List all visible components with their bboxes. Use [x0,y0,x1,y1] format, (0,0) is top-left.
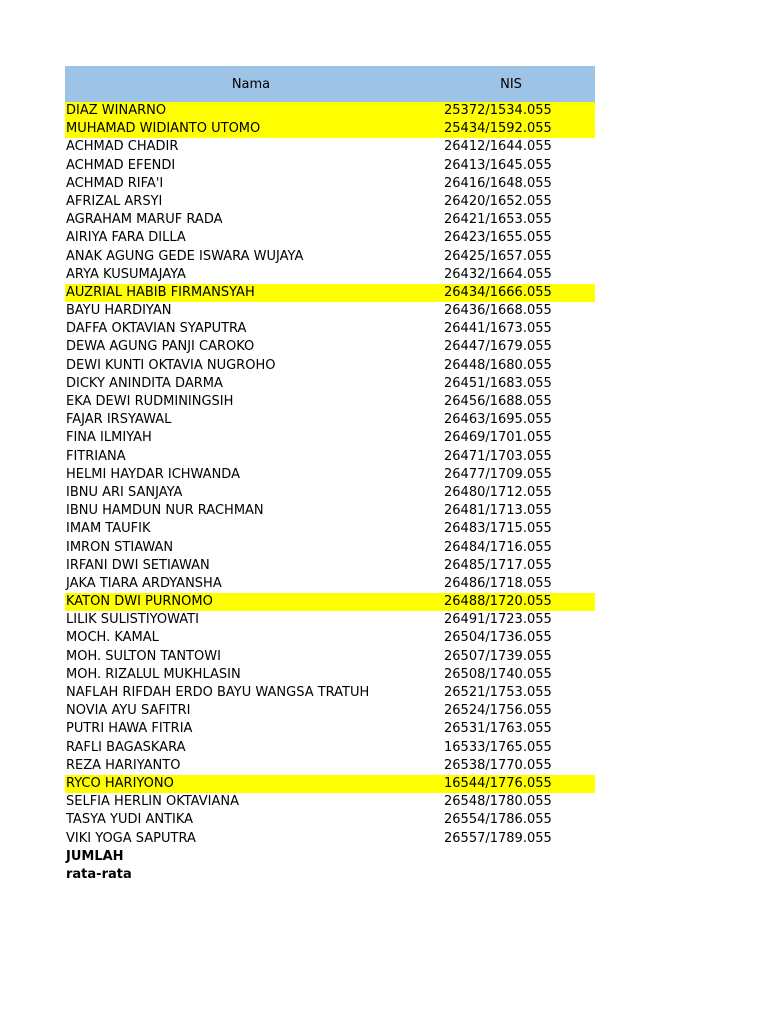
student-name-cell[interactable]: PUTRI HAWA FITRIA [66,721,193,737]
student-nis-cell[interactable]: 26463/1695.055 [444,412,552,428]
student-name-cell[interactable]: ANAK AGUNG GEDE ISWARA WUJAYA [66,248,304,264]
student-name-cell[interactable]: IMAM TAUFIK [66,521,151,537]
student-name-cell[interactable]: RYCO HARIYONO [66,775,174,791]
student-nis-cell[interactable]: 16533/1765.055 [444,739,552,755]
table-row[interactable] [65,502,595,520]
table-row[interactable] [65,175,595,193]
student-nis-cell[interactable]: 26421/1653.055 [444,212,552,228]
table-row[interactable] [65,393,595,411]
student-nis-cell[interactable]: 26507/1739.055 [444,648,552,664]
table-row[interactable] [65,666,595,684]
table-row[interactable] [65,557,595,575]
student-name-cell[interactable]: AGRAHAM MARUF RADA [66,212,223,228]
student-nis-cell[interactable]: 26477/1709.055 [444,466,552,482]
table-row[interactable] [65,629,595,647]
student-nis-cell[interactable]: 26425/1657.055 [444,248,552,264]
student-nis-cell[interactable]: 26448/1680.055 [444,357,552,373]
student-name-cell[interactable]: EKA DEWI RUDMININGSIH [66,394,234,409]
student-name-cell[interactable]: VIKI YOGA SAPUTRA [66,830,196,846]
header-name: Nama [231,76,271,92]
student-nis-cell[interactable]: 26447/1679.055 [444,339,552,355]
student-nis-cell[interactable]: 26484/1716.055 [444,539,552,555]
table-row[interactable] [65,702,595,720]
table-row[interactable] [65,357,595,375]
table-row[interactable] [65,466,595,484]
student-nis-cell[interactable]: 26504/1736.055 [444,630,552,646]
table-row[interactable] [65,302,595,320]
table-row[interactable] [65,830,595,848]
student-nis-cell[interactable]: 26420/1652.055 [444,193,552,209]
student-nis-cell[interactable]: 26436/1668.055 [444,303,552,319]
student-name-cell[interactable]: HELMI HAYDAR ICHWANDA [66,466,240,482]
student-name-cell[interactable]: FINA ILMIYAH [66,430,152,446]
student-name-cell[interactable]: FAJAR IRSYAWAL [66,412,172,428]
student-nis-cell[interactable]: 16544/1776.055 [444,775,552,791]
student-name-cell[interactable]: SELFIA HERLIN OKTAVIANA [66,794,239,810]
student-name-cell[interactable]: IBNU HAMDUN NUR RACHMAN [66,503,264,519]
student-nis-cell[interactable]: 26432/1664.055 [444,266,552,282]
student-nis-cell[interactable]: 26412/1644.055 [444,139,552,155]
student-nis-cell[interactable]: 26524/1756.055 [444,703,552,719]
student-name-cell[interactable]: AFRIZAL ARSYI [66,193,163,209]
student-name-cell[interactable]: JAKA TIARA ARDYANSHA [66,575,222,591]
student-nis-cell[interactable]: 26423/1655.055 [444,230,552,246]
table-row[interactable] [65,338,595,356]
student-name-cell[interactable]: KATON DWI PURNOMO [66,594,213,610]
student-name-cell[interactable]: AIRIYA FARA DILLA [66,230,186,246]
student-name-cell[interactable]: RAFLI BAGASKARA [66,739,186,755]
table-header [65,66,595,102]
student-sheet [65,66,595,884]
student-nis-cell[interactable]: 26486/1718.055 [444,575,552,591]
table-row[interactable] [65,611,595,629]
table-row[interactable] [65,229,595,247]
student-name-cell[interactable]: NAFLAH RIFDAH ERDO BAYU WANGSA TRATUH [66,685,370,700]
table-row[interactable] [65,648,595,666]
student-name-cell[interactable]: MOCH. KAMAL [66,630,159,646]
student-nis-cell[interactable]: 26483/1715.055 [444,521,552,537]
student-nis-cell[interactable]: 26557/1789.055 [444,830,552,846]
table-row[interactable] [65,429,595,447]
student-name-cell[interactable]: BAYU HARDIYAN [66,303,172,319]
student-name-cell[interactable]: ACHMAD EFENDI [66,157,176,173]
table-row[interactable] [65,484,595,502]
student-name-cell[interactable]: ACHMAD CHADIR [66,139,179,155]
student-nis-cell[interactable]: 26538/1770.055 [444,757,552,773]
table-row[interactable] [65,448,595,466]
student-nis-cell[interactable]: 26434/1666.055 [444,284,552,300]
student-nis-cell[interactable]: 26491/1723.055 [444,612,552,628]
student-nis-cell[interactable]: 26480/1712.055 [444,484,552,500]
table-row[interactable] [65,720,595,738]
table-row[interactable] [65,593,595,611]
table-row[interactable] [65,211,595,229]
student-nis-cell[interactable]: 26488/1720.055 [444,594,552,610]
student-name-cell[interactable]: LILIK SULISTIYOWATI [66,612,199,628]
student-name-cell[interactable]: ARYA KUSUMAJAYA [66,266,186,282]
table-row[interactable] [65,375,595,393]
table-row[interactable] [65,739,595,757]
student-name-cell[interactable]: MOH. SULTON TANTOWI [66,648,221,664]
student-name-cell[interactable]: NOVIA AYU SAFITRI [66,703,191,719]
student-list [65,102,595,848]
table-row[interactable] [65,520,595,538]
student-name-cell[interactable]: DEWA AGUNG PANJI CAROKO [66,339,255,355]
total-label: JUMLAH [66,848,124,864]
student-nis-cell[interactable]: 25372/1534.055 [444,103,552,118]
student-name-cell[interactable]: MOH. RIZALUL MUKHLASIN [66,666,241,682]
student-nis-cell[interactable]: 26456/1688.055 [444,394,552,409]
student-name-cell[interactable]: ACHMAD RIFA'I [66,175,164,191]
table-row[interactable] [65,575,595,593]
table-row[interactable] [65,248,595,266]
header-nis: NIS [500,76,522,92]
table-row[interactable] [65,539,595,557]
student-nis-cell[interactable]: 26531/1763.055 [444,721,552,737]
student-name-cell[interactable]: DAFFA OKTAVIAN SYAPUTRA [66,321,247,337]
student-name-cell[interactable]: DEWI KUNTI OKTAVIA NUGROHO [66,357,276,373]
student-nis-cell[interactable]: 26554/1786.055 [444,812,552,828]
student-nis-cell[interactable]: 26485/1717.055 [444,557,552,573]
student-name-cell[interactable]: TASYA YUDI ANTIKA [66,812,194,828]
table-row[interactable] [65,757,595,775]
student-nis-cell[interactable]: 26441/1673.055 [444,321,552,337]
table-row[interactable] [65,120,595,138]
table-row[interactable] [65,411,595,429]
student-name-cell[interactable]: IMRON STIAWAN [66,539,174,555]
student-name-cell[interactable]: DICKY ANINDITA DARMA [66,375,223,391]
student-nis-cell[interactable]: 26471/1703.055 [444,448,552,464]
student-nis-cell[interactable]: 26469/1701.055 [444,430,552,446]
student-nis-cell[interactable]: 26416/1648.055 [444,175,552,191]
table-row[interactable] [65,266,595,284]
student-name-cell[interactable]: FITRIANA [66,448,126,464]
student-name-cell[interactable]: MUHAMAD WIDIANTO UTOMO [66,121,261,137]
table-row[interactable] [65,320,595,338]
table-row[interactable] [65,684,595,702]
table-row[interactable] [65,157,595,175]
table-row[interactable] [65,284,595,302]
average-label: rata-rata [66,866,132,882]
student-nis-cell[interactable]: 26508/1740.055 [444,666,552,682]
table-row[interactable] [65,775,595,793]
student-name-cell[interactable]: REZA HARIYANTO [66,757,181,773]
table-row[interactable] [65,102,595,120]
student-name-cell[interactable]: AUZRIAL HABIB FIRMANSYAH [66,284,255,300]
student-nis-cell[interactable]: 26521/1753.055 [444,685,552,700]
student-nis-cell[interactable]: 26548/1780.055 [444,794,552,810]
student-nis-cell[interactable]: 26451/1683.055 [444,375,552,391]
table-row[interactable] [65,138,595,156]
student-name-cell[interactable]: IBNU ARI SANJAYA [66,484,183,500]
student-name-cell[interactable]: DIAZ WINARNO [66,103,167,118]
student-nis-cell[interactable]: 26413/1645.055 [444,157,552,173]
table-row[interactable] [65,793,595,811]
student-name-cell[interactable]: IRFANI DWI SETIAWAN [66,557,210,573]
table-row[interactable] [65,811,595,829]
table-row[interactable] [65,193,595,211]
student-nis-cell[interactable]: 26481/1713.055 [444,503,552,519]
student-nis-cell[interactable]: 25434/1592.055 [444,121,552,137]
